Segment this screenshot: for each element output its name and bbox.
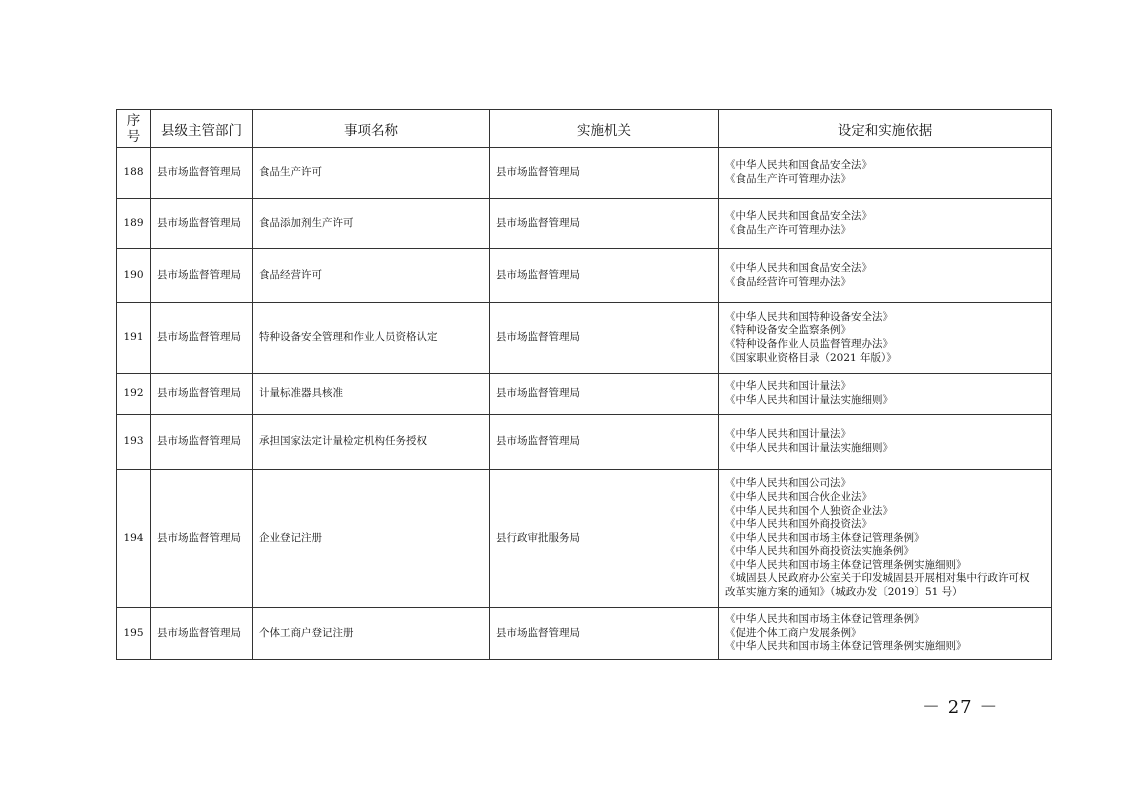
cell-item: 食品生产许可 — [253, 148, 490, 199]
table-row — [117, 608, 1052, 660]
table-row — [117, 249, 1052, 303]
cell-basis — [719, 303, 1052, 374]
table-header-row — [117, 110, 1052, 148]
basis-line: 《中华人民共和国市场主体登记管理条例》 — [725, 531, 925, 544]
basis-line: 《城固县人民政府办公室关于印发城固县开展相对集中行政许可权 — [725, 572, 1030, 585]
cell-dept: 县市场监督管理局 — [151, 608, 253, 660]
basis-line: 《中华人民共和国外商投资法实施条例》 — [725, 545, 914, 558]
basis-line: 《中华人民共和国市场主体登记管理条例实施细则》 — [725, 640, 967, 653]
table-row — [117, 148, 1052, 199]
header-dept: 县级主管部门 — [151, 110, 253, 148]
cell-basis — [719, 249, 1052, 303]
table-row — [117, 415, 1052, 470]
cell-basis — [719, 374, 1052, 415]
header-agency: 实施机关 — [490, 110, 719, 148]
cell-basis — [719, 608, 1052, 660]
basis-line: 《中华人民共和国计量法实施细则》 — [725, 394, 893, 406]
basis-line: 《中华人民共和国食品安全法》 — [725, 159, 872, 172]
basis-line: 《中华人民共和国计量法》 — [725, 428, 851, 441]
page-number: － 27 － — [922, 697, 999, 718]
cell-item: 食品添加剂生产许可 — [253, 199, 490, 249]
cell-basis — [719, 415, 1052, 470]
cell-agency: 县市场监督管理局 — [490, 608, 719, 660]
cell-dept: 县市场监督管理局 — [151, 148, 253, 199]
cell-item: 特种设备安全管理和作业人员资格认定 — [253, 303, 490, 374]
cell-agency: 县市场监督管理局 — [490, 303, 719, 374]
basis-line: 《食品生产许可管理办法》 — [725, 223, 851, 236]
basis-line: 《中华人民共和国市场主体登记管理条例》 — [725, 613, 925, 626]
cell-dept: 县市场监督管理局 — [151, 249, 253, 303]
table-row — [117, 374, 1052, 415]
cell-agency: 县市场监督管理局 — [490, 148, 719, 199]
basis-line: 《特种设备安全监察条例》 — [725, 324, 851, 337]
cell-basis — [719, 470, 1052, 608]
cell-agency: 县市场监督管理局 — [490, 199, 719, 249]
cell-item: 个体工商户登记注册 — [253, 608, 490, 660]
header-basis: 设定和实施依据 — [719, 110, 1052, 148]
cell-seq: 193 — [117, 415, 151, 470]
basis-line: 《促进个体工商户发展条例》 — [725, 626, 862, 639]
cell-agency: 县市场监督管理局 — [490, 374, 719, 415]
basis-line: 《中华人民共和国市场主体登记管理条例实施细则》 — [725, 558, 967, 571]
table-row — [117, 470, 1052, 608]
cell-seq: 192 — [117, 374, 151, 415]
cell-seq: 195 — [117, 608, 151, 660]
cell-seq: 194 — [117, 470, 151, 608]
cell-seq: 190 — [117, 249, 151, 303]
cell-agency: 县市场监督管理局 — [490, 415, 719, 470]
basis-line: 改革实施方案的通知》（城政办发〔2019〕51 号） — [725, 586, 963, 599]
licensing-items-table — [116, 109, 1052, 660]
basis-line: 《食品生产许可管理办法》 — [725, 173, 851, 185]
cell-seq: 191 — [117, 303, 151, 374]
cell-item: 承担国家法定计量检定机构任务授权 — [253, 415, 490, 470]
cell-basis — [719, 148, 1052, 199]
basis-line: 《食品经营许可管理办法》 — [725, 275, 851, 288]
cell-item: 食品经营许可 — [253, 249, 490, 303]
basis-line: 《中华人民共和国计量法实施细则》 — [725, 442, 893, 454]
cell-agency: 县行政审批服务局 — [490, 470, 719, 608]
cell-dept: 县市场监督管理局 — [151, 470, 253, 608]
basis-line: 《中华人民共和国计量法》 — [725, 380, 851, 393]
cell-basis — [719, 199, 1052, 249]
header-seq: 序 号 — [117, 110, 151, 148]
basis-line: 《特种设备作业人员监督管理办法》 — [725, 338, 893, 350]
header-item: 事项名称 — [253, 110, 490, 148]
basis-line: 《中华人民共和国食品安全法》 — [725, 209, 872, 222]
basis-line: 《中华人民共和国外商投资法》 — [725, 518, 872, 531]
table-row — [117, 199, 1052, 249]
cell-seq: 189 — [117, 199, 151, 249]
cell-seq: 188 — [117, 148, 151, 199]
cell-dept: 县市场监督管理局 — [151, 374, 253, 415]
basis-line: 《中华人民共和国公司法》 — [725, 477, 851, 490]
basis-line: 《中华人民共和国特种设备安全法》 — [725, 310, 893, 323]
basis-line: 《中华人民共和国食品安全法》 — [725, 261, 872, 274]
cell-item: 计量标准器具核准 — [253, 374, 490, 415]
cell-dept: 县市场监督管理局 — [151, 415, 253, 470]
cell-item: 企业登记注册 — [253, 470, 490, 608]
basis-line: 《中华人民共和国合伙企业法》 — [725, 490, 872, 503]
basis-line: 《国家职业资格目录（2021 年版）》 — [725, 351, 897, 364]
cell-agency: 县市场监督管理局 — [490, 249, 719, 303]
cell-dept: 县市场监督管理局 — [151, 199, 253, 249]
basis-line: 《中华人民共和国个人独资企业法》 — [725, 504, 893, 517]
cell-dept: 县市场监督管理局 — [151, 303, 253, 374]
table-row — [117, 303, 1052, 374]
